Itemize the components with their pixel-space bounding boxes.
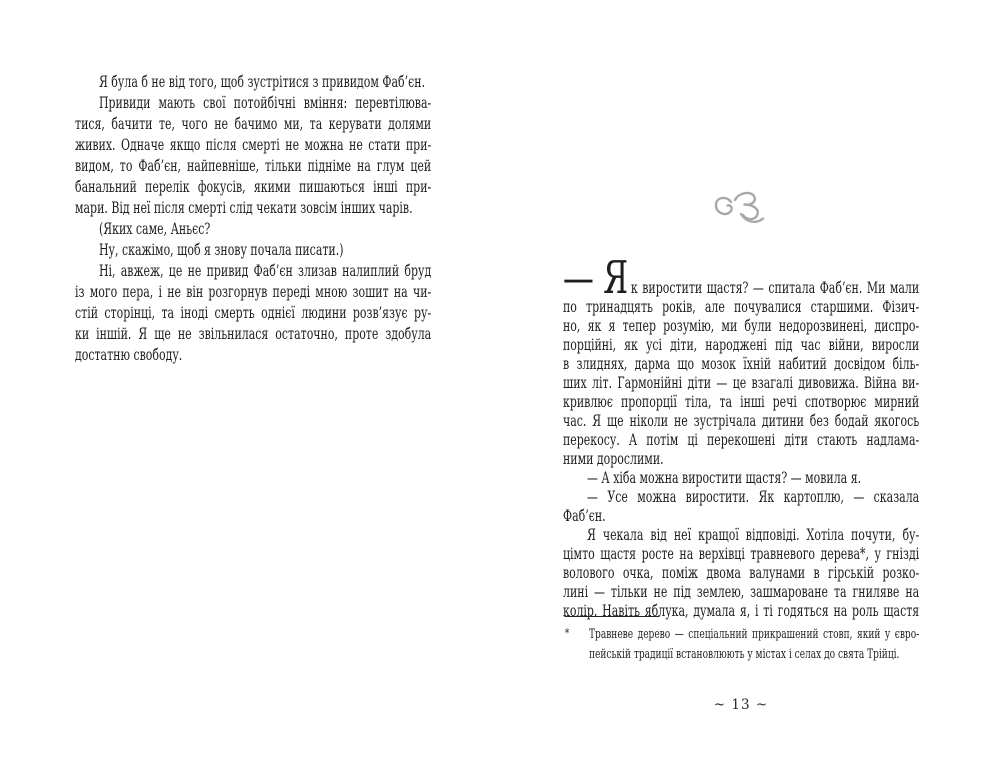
text-line: но, як я тепер розумію, ми були недорозвинені, диспро-	[563, 316, 920, 335]
opening-continuation	[563, 297, 919, 468]
text-line: із мого пера, і не він розгорнув переді мною зошит на чи-	[75, 282, 432, 301]
text-line: час. Я ще ніколи не зустрічала дитини без бодай якогось	[563, 411, 920, 430]
text-line: ших літ. Гармонійні діти — це взагалі дивовижа. Війна ви-	[563, 373, 920, 392]
text-line: Ну, скажімо, щоб я знову почала писати.)	[98, 240, 344, 259]
text-line: ки іншій. Я ще не звільнилася остаточно, проте здобула	[75, 324, 432, 343]
left-page-text	[75, 71, 431, 365]
text-line: цімто щастя росте на верхівці травневого дерева*, у гнізді	[563, 544, 920, 563]
text-line: — А хіба можна виростити щастя? — мовила я.	[586, 468, 862, 487]
text-line: по тринадцять років, але почувалися старшими. Фізич-	[563, 297, 920, 316]
footnote-text	[589, 625, 919, 664]
text-line: Ні, авжеж, це не привид Фаб’єн злизав налиплий бруд	[98, 261, 432, 280]
text-line: кривлює пропорції тіла, та інші речі спотворює мирний	[563, 392, 920, 411]
text-line: порційні, як усі діти, народжені під час війни, виросли	[563, 335, 920, 354]
text-line: Привиди мають свої потойбічні вміння: перевтілюва-	[98, 93, 432, 112]
footnote-marker: *	[565, 626, 570, 640]
text-line: Я була б не від того, щоб зустрітися з привидом Фаб’єн.	[98, 72, 426, 91]
text-line: живих. Одначе якщо після смерті не можна не стати при-	[75, 135, 432, 154]
text-line: в злиднях, дарма що мозок їхній набитий досвідом біль-	[563, 354, 920, 373]
text-line: достатню свободу.	[75, 345, 183, 364]
right-page-text	[563, 251, 920, 620]
raised-cap: — Я	[563, 251, 628, 304]
text-line: Я чекала від неї кращої відповіді. Хотіла почути, бу-	[586, 525, 920, 544]
text-line: волового очка, поміж двома валунами в гірській розко-	[563, 563, 920, 582]
text-line: лині — тільки не під землею, зашмароване та гниляве на	[563, 582, 920, 601]
opening-line-rest: к виростити щастя? — спитала Фаб’єн. Ми мали	[630, 278, 920, 297]
text-line: тися, бачити те, чого не бачимо ми, та керувати долями	[75, 114, 432, 133]
text-line: ними дорослими.	[563, 449, 664, 468]
text-line: Травневе дерево — спеціальний прикрашений стовп, який у євро-	[589, 627, 920, 642]
text-line: перекосу. А потім ці перекошені діти стають надлама-	[563, 430, 920, 449]
right-page-paragraphs	[563, 468, 919, 620]
text-line: стій сторінці, та іноді смерть однієї людини розв’язує ру-	[75, 303, 432, 322]
text-line: банальний перелік фокусів, якими пишаються інші при-	[75, 177, 432, 196]
text-line: видом, то Фаб’єн, найпевніше, тільки підніме на глум цей	[75, 156, 432, 175]
text-line: — Усе можна виростити. Як картоплю, — сказала Фаб’єн.	[563, 487, 920, 525]
text-line: колір. Навіть яблука, думала я, і ті годяться на роль щастя	[563, 601, 920, 620]
footnote	[563, 616, 919, 664]
footnote-separator	[564, 616, 659, 617]
opening-line	[563, 251, 920, 304]
calligraphic-flourish-icon	[710, 187, 768, 229]
page-number: ~ 13 ~	[713, 697, 769, 713]
text-line: пейській традиції встановлюють у містах і селах до свята Трійці.	[589, 646, 900, 662]
text-line: мари. Від неї після смерті слід чекати зовсім інших чарів.	[75, 198, 413, 217]
text-line: (Яких саме, Аньєс?	[98, 219, 211, 238]
